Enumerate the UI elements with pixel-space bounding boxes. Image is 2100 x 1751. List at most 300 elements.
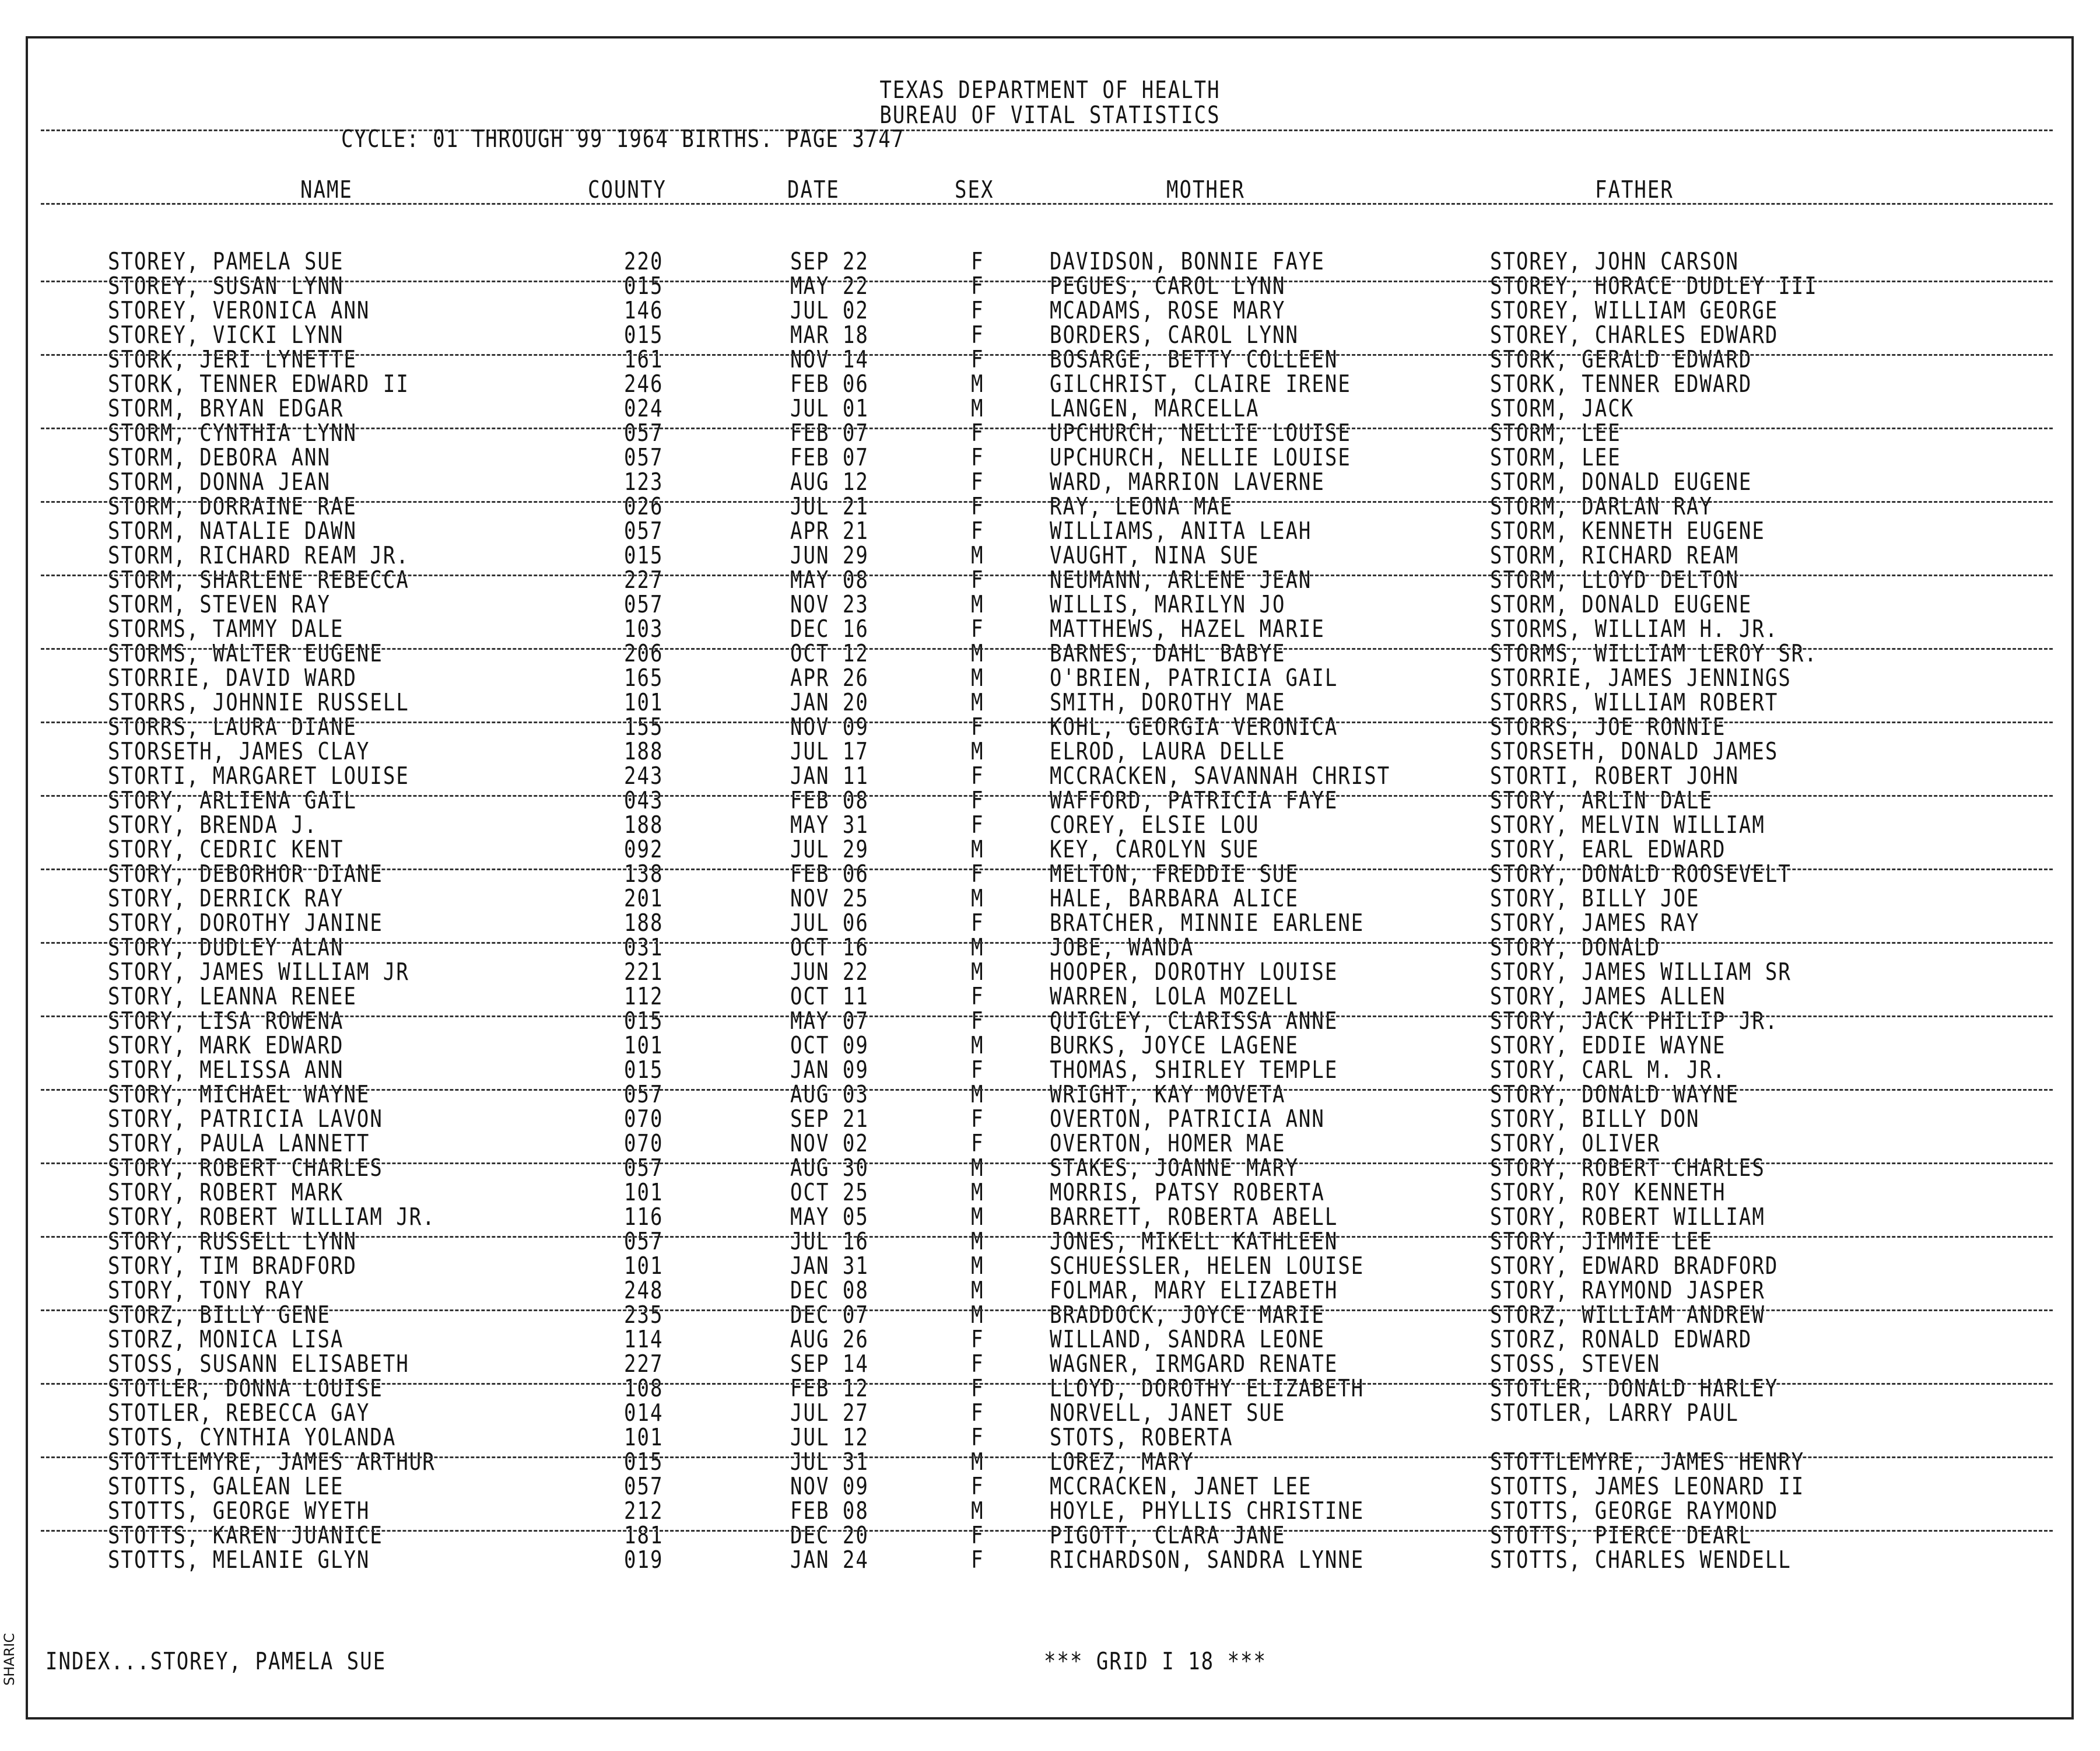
grid-footer: *** GRID I 18 ***	[1044, 1648, 1267, 1676]
row-rule	[41, 1089, 2053, 1091]
record-name: STORY, ARLIENA GAIL	[108, 787, 357, 815]
record-sex: M	[971, 370, 984, 398]
record-father: STOREY, CHARLES EDWARD	[1490, 321, 1779, 349]
record-date: MAY 22	[790, 272, 869, 300]
record-name: STOTTS, MELANIE GLYN	[108, 1546, 370, 1574]
record-mother: BRADDOCK, JOYCE MARIE	[1050, 1301, 1325, 1329]
row-rule	[41, 1383, 2053, 1385]
record-father: STORY, BILLY DON	[1490, 1105, 1700, 1133]
record-county: 155	[624, 713, 664, 741]
record-mother: FOLMAR, MARY ELIZABETH	[1050, 1277, 1338, 1305]
record-row	[0, 1154, 2100, 1182]
record-sex: M	[971, 885, 984, 913]
record-row	[0, 713, 2100, 741]
record-county: 101	[624, 1252, 664, 1280]
record-sex: F	[971, 615, 984, 643]
record-sex: F	[971, 860, 984, 888]
record-name: STORZ, MONICA LISA	[108, 1326, 344, 1354]
record-father: STORY, ROBERT WILLIAM	[1490, 1203, 1765, 1231]
record-name: STOSS, SUSANN ELISABETH	[108, 1350, 409, 1378]
record-county: 070	[624, 1130, 664, 1158]
record-row	[0, 272, 2100, 300]
record-father: STOTTLEMYRE, JAMES HENRY	[1490, 1448, 1805, 1476]
record-name: STORM, SHARLENE REBECCA	[108, 566, 409, 594]
record-name: STORSETH, JAMES CLAY	[108, 738, 370, 766]
record-date: AUG 26	[790, 1326, 869, 1354]
record-name: STORY, JAMES WILLIAM JR	[108, 958, 409, 986]
row-rule	[41, 428, 2053, 429]
record-sex: F	[971, 983, 984, 1011]
record-mother: WAGNER, IRMGARD RENATE	[1050, 1350, 1338, 1378]
record-row	[0, 1473, 2100, 1501]
record-sex: F	[971, 493, 984, 521]
record-father: STORY, DONALD	[1490, 934, 1661, 962]
record-sex: F	[971, 1130, 984, 1158]
record-name: STOTTLEMYRE, JAMES ARTHUR	[108, 1448, 436, 1476]
record-mother: SMITH, DOROTHY MAE	[1050, 689, 1286, 717]
row-rule	[41, 1015, 2053, 1017]
record-row	[0, 1522, 2100, 1550]
record-father: STORSETH, DONALD JAMES	[1490, 738, 1779, 766]
record-date: JUL 17	[790, 738, 869, 766]
record-date: MAY 08	[790, 566, 869, 594]
record-sex: M	[971, 836, 984, 864]
record-sex: F	[971, 1056, 984, 1084]
record-county: 057	[624, 591, 664, 619]
record-date: FEB 08	[790, 787, 869, 815]
record-name: STORK, JERI LYNETTE	[108, 346, 357, 374]
record-father: STOTLER, LARRY PAUL	[1490, 1399, 1739, 1427]
record-mother: MCCRACKEN, SAVANNAH CHRIST	[1050, 762, 1391, 790]
record-date: JUN 22	[790, 958, 869, 986]
record-sex: F	[971, 909, 984, 937]
record-mother: WRIGHT, KAY MOVETA	[1050, 1081, 1286, 1109]
record-mother: JOBE, WANDA	[1050, 934, 1194, 962]
record-row	[0, 811, 2100, 839]
record-mother: BARRETT, ROBERTA ABELL	[1050, 1203, 1338, 1231]
record-mother: MCADAMS, ROSE MARY	[1050, 297, 1286, 325]
record-father: STORY, OLIVER	[1490, 1130, 1661, 1158]
record-county: 138	[624, 860, 664, 888]
record-mother: RAY, LEONA MAE	[1050, 493, 1233, 521]
record-date: NOV 09	[790, 1473, 869, 1501]
row-rule	[41, 795, 2053, 797]
record-row	[0, 1056, 2100, 1084]
record-sex: M	[971, 1032, 984, 1060]
record-father: STORY, ROBERT CHARLES	[1490, 1154, 1765, 1182]
record-date: NOV 23	[790, 591, 869, 619]
record-sex: M	[971, 542, 984, 570]
record-county: 206	[624, 640, 664, 668]
record-mother: UPCHURCH, NELLIE LOUISE	[1050, 419, 1351, 447]
record-father: STORM, LEE	[1490, 444, 1621, 472]
record-county: 212	[624, 1497, 664, 1525]
record-county: 116	[624, 1203, 664, 1231]
record-date: AUG 30	[790, 1154, 869, 1182]
record-date: OCT 11	[790, 983, 869, 1011]
record-county: 103	[624, 615, 664, 643]
record-name: STORRS, JOHNNIE RUSSELL	[108, 689, 409, 717]
record-mother: VAUGHT, NINA SUE	[1050, 542, 1260, 570]
record-mother: BOSARGE, BETTY COLLEEN	[1050, 346, 1338, 374]
record-date: AUG 03	[790, 1081, 869, 1109]
record-sex: M	[971, 1448, 984, 1476]
record-date: DEC 07	[790, 1301, 869, 1329]
record-father: STORM, RICHARD REAM	[1490, 542, 1739, 570]
record-sex: F	[971, 444, 984, 472]
record-mother: STAKES, JOANNE MARY	[1050, 1154, 1299, 1182]
record-county: 243	[624, 762, 664, 790]
record-father: STORY, RAYMOND JASPER	[1490, 1277, 1765, 1305]
record-row	[0, 615, 2100, 643]
record-county: 015	[624, 1056, 664, 1084]
row-rule	[41, 869, 2053, 870]
record-father: STOREY, HORACE DUDLEY III	[1490, 272, 1818, 300]
record-father: STORMS, WILLIAM LEROY SR.	[1490, 640, 1818, 668]
record-name: STORY, PATRICIA LAVON	[108, 1105, 383, 1133]
record-sex: M	[971, 1081, 984, 1109]
record-mother: WILLIS, MARILYN JO	[1050, 591, 1286, 619]
record-father: STOSS, STEVEN	[1490, 1350, 1661, 1378]
record-father: STORY, JAMES RAY	[1490, 909, 1700, 937]
index-footer: INDEX...STOREY, PAMELA SUE	[45, 1648, 387, 1676]
record-mother: QUIGLEY, CLARISSA ANNE	[1050, 1007, 1338, 1035]
record-row	[0, 493, 2100, 521]
column-header-rule	[41, 203, 2053, 205]
record-county: 201	[624, 885, 664, 913]
record-county: 015	[624, 272, 664, 300]
record-mother: KEY, CAROLYN SUE	[1050, 836, 1260, 864]
record-name: STOTTS, GALEAN LEE	[108, 1473, 344, 1501]
record-father: STORY, EARL EDWARD	[1490, 836, 1726, 864]
record-mother: LOREZ, MARY	[1050, 1448, 1194, 1476]
record-sex: M	[971, 640, 984, 668]
record-sex: M	[971, 934, 984, 962]
record-row	[0, 1497, 2100, 1525]
record-date: MAY 05	[790, 1203, 869, 1231]
record-father: STOREY, WILLIAM GEORGE	[1490, 297, 1779, 325]
record-date: JUL 29	[790, 836, 869, 864]
record-row	[0, 885, 2100, 913]
record-county: 092	[624, 836, 664, 864]
record-county: 057	[624, 517, 664, 545]
record-county: 114	[624, 1326, 664, 1354]
record-name: STORY, RUSSELL LYNN	[108, 1228, 357, 1256]
record-father: STORK, TENNER EDWARD	[1490, 370, 1752, 398]
record-father: STORY, JAMES ALLEN	[1490, 983, 1726, 1011]
record-county: 057	[624, 1228, 664, 1256]
record-row	[0, 1399, 2100, 1427]
record-mother: NEUMANN, ARLENE JEAN	[1050, 566, 1312, 594]
col-header-date: DATE	[787, 176, 840, 204]
record-county: 070	[624, 1105, 664, 1133]
record-county: 015	[624, 542, 664, 570]
record-county: 146	[624, 297, 664, 325]
record-name: STORY, CEDRIC KENT	[108, 836, 344, 864]
record-mother: DAVIDSON, BONNIE FAYE	[1050, 248, 1325, 276]
record-mother: LLOYD, DOROTHY ELIZABETH	[1050, 1375, 1365, 1403]
record-county: 015	[624, 1007, 664, 1035]
record-date: JAN 11	[790, 762, 869, 790]
record-date: NOV 25	[790, 885, 869, 913]
row-rule	[41, 1236, 2053, 1238]
record-row	[0, 1130, 2100, 1158]
record-name: STOREY, PAMELA SUE	[108, 248, 344, 276]
record-father: STORY, CARL M. JR.	[1490, 1056, 1726, 1084]
record-county: 043	[624, 787, 664, 815]
record-date: JUL 12	[790, 1424, 869, 1452]
record-sex: M	[971, 664, 984, 692]
record-name: STOTS, CYNTHIA YOLANDA	[108, 1424, 397, 1452]
record-name: STORM, NATALIE DAWN	[108, 517, 357, 545]
record-sex: F	[971, 346, 984, 374]
record-name: STORY, ROBERT WILLIAM JR.	[108, 1203, 436, 1231]
record-sex: F	[971, 517, 984, 545]
record-county: 026	[624, 493, 664, 521]
record-name: STOREY, VICKI LYNN	[108, 321, 344, 349]
record-mother: PIGOTT, CLARA JANE	[1050, 1522, 1286, 1550]
record-sex: M	[971, 738, 984, 766]
record-name: STORM, DONNA JEAN	[108, 468, 331, 496]
record-county: 101	[624, 1032, 664, 1060]
record-county: 235	[624, 1301, 664, 1329]
record-sex: M	[971, 591, 984, 619]
record-father: STOTTS, GEORGE RAYMOND	[1490, 1497, 1779, 1525]
record-sex: F	[971, 1375, 984, 1403]
record-sex: F	[971, 468, 984, 496]
record-county: 015	[624, 321, 664, 349]
record-mother: OVERTON, HOMER MAE	[1050, 1130, 1286, 1158]
record-mother: GILCHRIST, CLAIRE IRENE	[1050, 370, 1351, 398]
record-father: STORY, BILLY JOE	[1490, 885, 1700, 913]
record-name: STORY, DOROTHY JANINE	[108, 909, 383, 937]
record-date: OCT 16	[790, 934, 869, 962]
record-name: STORK, TENNER EDWARD II	[108, 370, 409, 398]
record-row	[0, 566, 2100, 594]
record-county: 015	[624, 1448, 664, 1476]
record-sex: F	[971, 1326, 984, 1354]
record-row	[0, 640, 2100, 668]
record-sex: F	[971, 1399, 984, 1427]
record-county: 014	[624, 1399, 664, 1427]
record-name: STORY, ROBERT CHARLES	[108, 1154, 383, 1182]
record-father: STORY, EDWARD BRADFORD	[1490, 1252, 1779, 1280]
record-father: STORY, ARLIN DALE	[1490, 787, 1713, 815]
record-date: FEB 07	[790, 444, 869, 472]
record-sex: M	[971, 689, 984, 717]
record-name: STORY, MARK EDWARD	[108, 1032, 344, 1060]
record-father: STORRS, JOE RONNIE	[1490, 713, 1726, 741]
record-row	[0, 1007, 2100, 1035]
record-mother: WILLAND, SANDRA LEONE	[1050, 1326, 1325, 1354]
record-sex: F	[971, 1424, 984, 1452]
record-county: 112	[624, 983, 664, 1011]
record-date: JUL 27	[790, 1399, 869, 1427]
record-county: 057	[624, 1081, 664, 1109]
record-row	[0, 664, 2100, 692]
record-county: 248	[624, 1277, 664, 1305]
record-father: STORY, JACK PHILIP JR.	[1490, 1007, 1779, 1035]
record-name: STOTTS, GEORGE WYETH	[108, 1497, 370, 1525]
record-mother: BARNES, DAHL BABYE	[1050, 640, 1286, 668]
row-rule	[41, 575, 2053, 576]
record-mother: BURKS, JOYCE LAGENE	[1050, 1032, 1299, 1060]
record-date: AUG 12	[790, 468, 869, 496]
record-name: STORY, DEBORHOR DIANE	[108, 860, 383, 888]
record-name: STORRIE, DAVID WARD	[108, 664, 357, 692]
record-row	[0, 248, 2100, 276]
row-rule	[41, 281, 2053, 282]
record-row	[0, 321, 2100, 349]
record-name: STORTI, MARGARET LOUISE	[108, 762, 409, 790]
row-rule	[41, 1530, 2053, 1532]
record-father: STORM, LEE	[1490, 419, 1621, 447]
record-name: STOREY, SUSAN LYNN	[108, 272, 344, 300]
record-row	[0, 983, 2100, 1011]
record-name: STORZ, BILLY GENE	[108, 1301, 331, 1329]
record-row	[0, 1448, 2100, 1476]
record-sex: F	[971, 1350, 984, 1378]
record-mother: MORRIS, PATSY ROBERTA	[1050, 1179, 1325, 1207]
record-name: STORY, DUDLEY ALAN	[108, 934, 344, 962]
record-mother: HOOPER, DOROTHY LOUISE	[1050, 958, 1338, 986]
record-father: STORMS, WILLIAM H. JR.	[1490, 615, 1779, 643]
record-row	[0, 860, 2100, 888]
record-name: STORY, MELISSA ANN	[108, 1056, 344, 1084]
record-father: STORY, MELVIN WILLIAM	[1490, 811, 1765, 839]
department-title: TEXAS DEPARTMENT OF HEALTH	[879, 76, 1221, 104]
record-county: 188	[624, 811, 664, 839]
record-date: NOV 09	[790, 713, 869, 741]
bureau-title: BUREAU OF VITAL STATISTICS	[879, 101, 1221, 129]
record-date: FEB 07	[790, 419, 869, 447]
side-label: SHARIC	[1, 1633, 17, 1686]
record-date: DEC 20	[790, 1522, 869, 1550]
record-father: STORRIE, JAMES JENNINGS	[1490, 664, 1792, 692]
record-sex: F	[971, 419, 984, 447]
record-father: STOTTS, JAMES LEONARD II	[1490, 1473, 1805, 1501]
record-date: JAN 31	[790, 1252, 869, 1280]
record-mother: OVERTON, PATRICIA ANN	[1050, 1105, 1325, 1133]
record-date: JAN 09	[790, 1056, 869, 1084]
record-name: STORRS, LAURA DIANE	[108, 713, 357, 741]
record-county: 227	[624, 1350, 664, 1378]
row-rule	[41, 1309, 2053, 1311]
record-row	[0, 395, 2100, 423]
record-date: JAN 20	[790, 689, 869, 717]
cycle-line: CYCLE: 01 THROUGH 99 1964 BIRTHS. PAGE 3747	[341, 125, 905, 153]
col-header-father: FATHER	[1595, 176, 1674, 204]
record-county: 024	[624, 395, 664, 423]
record-county: 161	[624, 346, 664, 374]
record-mother: UPCHURCH, NELLIE LOUISE	[1050, 444, 1351, 472]
row-rule	[41, 1456, 2053, 1458]
record-date: NOV 02	[790, 1130, 869, 1158]
record-row	[0, 1032, 2100, 1060]
row-rule	[41, 942, 2053, 944]
record-sex: F	[971, 321, 984, 349]
record-name: STORY, ROBERT MARK	[108, 1179, 344, 1207]
record-name: STORM, RICHARD REAM JR.	[108, 542, 409, 570]
record-name: STORM, BRYAN EDGAR	[108, 395, 344, 423]
record-mother: NORVELL, JANET SUE	[1050, 1399, 1286, 1427]
record-date: OCT 25	[790, 1179, 869, 1207]
record-date: FEB 08	[790, 1497, 869, 1525]
record-date: SEP 22	[790, 248, 869, 276]
record-name: STORY, TONY RAY	[108, 1277, 305, 1305]
col-header-mother: MOTHER	[1166, 176, 1245, 204]
record-date: APR 26	[790, 664, 869, 692]
record-mother: SCHUESSLER, HELEN LOUISE	[1050, 1252, 1365, 1280]
record-father: STORM, DONALD EUGENE	[1490, 468, 1752, 496]
record-date: FEB 06	[790, 860, 869, 888]
record-father: STORY, JAMES WILLIAM SR	[1490, 958, 1792, 986]
record-father: STORZ, WILLIAM ANDREW	[1490, 1301, 1765, 1329]
record-county: 101	[624, 1424, 664, 1452]
record-mother: WARD, MARRION LAVERNE	[1050, 468, 1325, 496]
col-header-sex: SEX	[955, 176, 994, 204]
record-father: STORY, DONALD WAYNE	[1490, 1081, 1739, 1109]
record-county: 101	[624, 689, 664, 717]
record-county: 057	[624, 1154, 664, 1182]
record-sex: M	[971, 1252, 984, 1280]
record-row	[0, 1424, 2100, 1452]
record-father: STORK, GERALD EDWARD	[1490, 346, 1752, 374]
record-mother: HOYLE, PHYLLIS CHRISTINE	[1050, 1497, 1365, 1525]
record-sex: F	[971, 297, 984, 325]
record-date: JUL 16	[790, 1228, 869, 1256]
record-mother: MELTON, FREDDIE SUE	[1050, 860, 1299, 888]
record-row	[0, 370, 2100, 398]
record-row	[0, 346, 2100, 374]
record-sex: F	[971, 1105, 984, 1133]
record-mother: JONES, MIKELL KATHLEEN	[1050, 1228, 1338, 1256]
record-county: 227	[624, 566, 664, 594]
record-name: STORY, DERRICK RAY	[108, 885, 344, 913]
record-row	[0, 1350, 2100, 1378]
record-county: 057	[624, 1473, 664, 1501]
record-date: DEC 16	[790, 615, 869, 643]
record-date: DEC 08	[790, 1277, 869, 1305]
record-county: 188	[624, 738, 664, 766]
record-row	[0, 1546, 2100, 1574]
row-rule	[41, 722, 2053, 723]
record-row	[0, 738, 2100, 766]
record-row	[0, 517, 2100, 545]
record-county: 246	[624, 370, 664, 398]
record-date: JUL 31	[790, 1448, 869, 1476]
record-sex: F	[971, 787, 984, 815]
record-row	[0, 1179, 2100, 1207]
record-date: JUL 02	[790, 297, 869, 325]
record-sex: M	[971, 1277, 984, 1305]
record-date: APR 21	[790, 517, 869, 545]
record-name: STORY, BRENDA J.	[108, 811, 318, 839]
record-mother: MCCRACKEN, JANET LEE	[1050, 1473, 1312, 1501]
record-name: STORM, DEBORA ANN	[108, 444, 331, 472]
record-row	[0, 909, 2100, 937]
record-mother: COREY, ELSIE LOU	[1050, 811, 1260, 839]
record-sex: M	[971, 958, 984, 986]
record-date: FEB 06	[790, 370, 869, 398]
record-mother: ELROD, LAURA DELLE	[1050, 738, 1286, 766]
record-father: STORM, LLOYD DELTON	[1490, 566, 1739, 594]
record-father: STORM, DARLAN RAY	[1490, 493, 1713, 521]
record-row	[0, 468, 2100, 496]
col-header-name: NAME	[300, 176, 353, 204]
record-sex: M	[971, 1154, 984, 1182]
record-sex: M	[971, 1228, 984, 1256]
